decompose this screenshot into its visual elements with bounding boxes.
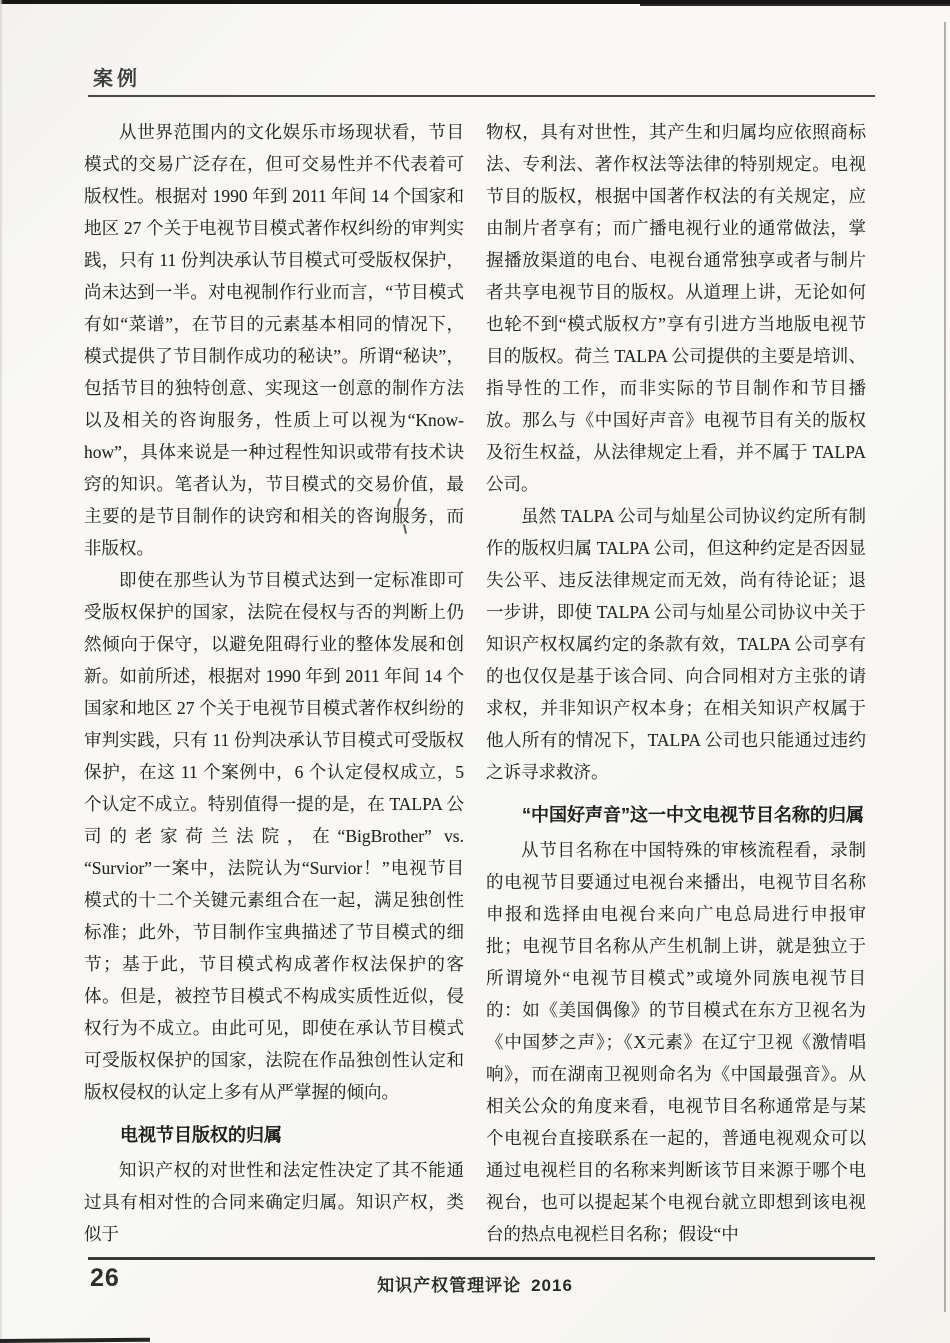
left-column [84,116,464,1250]
scan-edge-right [944,22,946,1312]
footer-journal-line [0,1271,950,1296]
right-column [486,116,866,1250]
paragraph: 从节目名称在中国特殊的审核流程看，录制的电视节目要通过电视台来播出，电视节目名称申报和选择由电视台来向广电总局进行申报审批；电视节目名称从产生机制上讲，就是独立于所谓境外“电视节目模式”或境外同族电视节目的：如《美国偶像》的节目模式在东方卫视名为《中国梦之声》；《X元素》在辽宁卫视《激情唱响》，而在湖南卫视则命名为《中国最强音》。从相关公众的角度来看，电视节目名称通常是与某个电视台直接联系在一起的，普通电视观众可以通过电视栏目的名称来判断该节目来源于哪个电视台，也可以提起某个电视台就立即想到该电视台的热点电视栏目名称；假设“中 [486,840,866,1244]
header-rule [88,95,875,97]
scan-edge-left [0,0,3,1343]
section-label: 案例 [93,68,141,90]
subheading-program-name-ownership: “中国好声音”这一中文电视节目名称的归属 [522,805,864,825]
paragraph: 即使在那些认为节目模式达到一定标准即可受版权保护的国家，法院在侵权与否的判断上仍然倾向于保守，以避免阻碍行业的整体发展和创新。如前所述，根据对 1990 年到 2011 年间 14 个国家和地区 27 个关于电视节目模式著作权纠纷的审判实践，只有 11 份判决承认节目模式可受版权保护，在这 11 个案例中，6 个认定侵权成立，5 个认定不成立。特别值得一提的是，在 TALPA 公司的老家荷兰法院，在“BigBrother” vs. “Survior”一案中，法院认为“Survior！”电视节目模式的十二个关键元素组合在一起，满足独创性标准；此外，节目制作宝典描述了节目模式的细节；基于此，节目模式构成著作权法保护的客体。但是，被控节目模式不构成实质性近似，侵权行为不成立。由此可见，即使在承认节目模式可受版权保护的国家，法院在作品独创性认定和版权侵权的认定上多有从严掌握的倾向。 [84,570,464,1102]
journal-year: 2016 [531,1276,573,1295]
footer-rule [88,1257,875,1260]
journal-title: 知识产权管理评论 [377,1276,522,1295]
paragraph: 虽然 TALPA 公司与灿星公司协议约定所有制作的版权归属 TALPA 公司，但这种约定是否因显失公平、违反法律规定而无效，尚有待论证；退一步讲，即使 TALPA 公司与灿星公司协议中关于知识产权权属约定的条款有效，TALPA 公司享有的也仅仅是基于该合同、向合同相对方主张的请求权，并非知识产权本身；在相关知识产权属于他人所有的情况下，TALPA 公司也只能通过违约之诉寻求救济。 [486,506,866,782]
subheading-tv-program-copyright-ownership: 电视节目版权的归属 [120,1125,282,1145]
paragraph: 从世界范围内的文化娱乐市场现状看，节目模式的交易广泛存在，但可交易性并不代表着可版权性。根据对 1990 年到 2011 年间 14 个国家和地区 27 个关于电视节目模式著作权纠纷的审判实践，只有 11 份判决承认节目模式可受版权保护，尚未达到一半。对电视制作行业而言，“节目模式有如“菜谱”，在节目的元素基本相同的情况下，模式提供了节目制作成功的秘诀”。所谓“秘诀”，包括节目的独特创意、实现这一创意的制作方法以及相关的咨询服务，性质上可以视为“Know-how”，具体来说是一种过程性知识或带有技术诀窍的知识。笔者认为，节目模式的交易价值，最主要的是节目制作的诀窍和相关的咨询服务，而非版权。 [84,122,464,558]
scan-edge-bottom-left [0,1338,150,1343]
paragraph-continuation: 物权，具有对世性，其产生和归属均应依照商标法、专利法、著作权法等法律的特别规定。电视节目的版权，根据中国著作权法的有关规定，应由制片者享有；而广播电视行业的通常做法，掌握播放渠道的电台、电视台通常独享或者与制片者共享电视节目的版权。从道理上讲，无论如何也轮不到“模式版权方”享有引进方当地版电视节目的版权。荷兰 TALPA 公司提供的主要是培训、指导性的工作，而非实际的节目制作和节目播放。那么与《中国好声音》电视节目有关的版权及衍生权益，从法律规定上看，并不属于 TALPA 公司。 [486,122,866,494]
scan-edge-top-right [640,4,950,6]
paragraph: 知识产权的对世性和法定性决定了其不能通过具有相对性的合同来确定归属。知识产权，类似于 [84,1160,464,1244]
page-number: 26 [90,1264,120,1292]
